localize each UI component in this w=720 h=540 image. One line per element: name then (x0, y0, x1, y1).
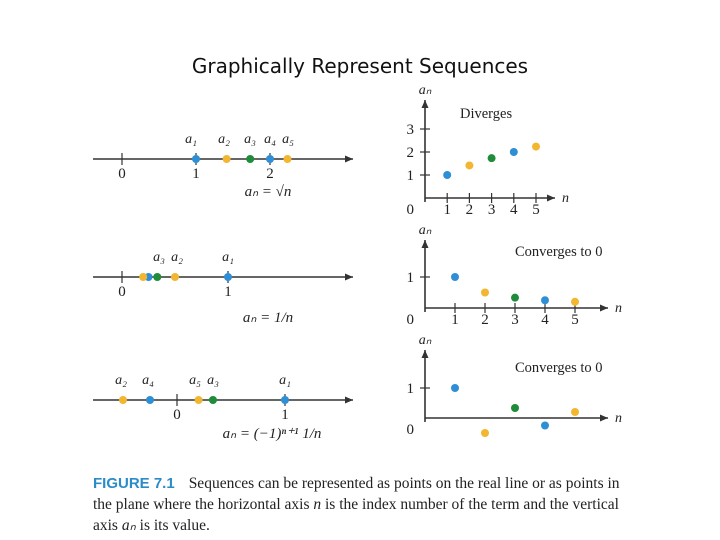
number-line-3-point-label: a₁ (279, 373, 291, 388)
plot-1-x-axis-arrowhead (547, 195, 555, 202)
plot-3-title: Converges to 0 (515, 360, 603, 376)
plot-1-point-1 (443, 171, 451, 179)
caption-var-an: aₙ (121, 517, 136, 534)
number-line-1-tick-label: 1 (192, 166, 200, 182)
number-line-3-point-label: a₅ (189, 373, 201, 388)
number-line-2-point-label: a₃ (153, 250, 165, 265)
number-line-1-formula: aₙ = √n (244, 184, 292, 200)
caption-text-2: is the index number of the term and the vertical axis (93, 496, 619, 534)
number-line-2-point-a5 (139, 273, 147, 281)
plot-1-y-tick-label: 3 (406, 122, 414, 138)
number-line-3-point-a3 (209, 396, 217, 404)
plot-2-point-3 (511, 294, 519, 302)
plot-2-x-tick-label: 4 (541, 312, 549, 328)
plot-1-point-2 (465, 161, 473, 169)
number-line-2-point-a3 (153, 273, 161, 281)
plot-1-x-tick-label: 2 (465, 202, 474, 218)
number-line-1-point-a2 (223, 155, 231, 163)
number-line-2-point-a2 (171, 273, 179, 281)
plot-2-x-axis-label: n (615, 301, 622, 316)
plot-1-x-tick-label: 5 (532, 202, 540, 218)
plot-2-point-1 (451, 273, 459, 281)
number-line-1-point-label: a₁ (185, 132, 197, 147)
number-line-3-tick-label: 1 (281, 407, 289, 423)
number-line-2-point-a1 (224, 273, 232, 281)
plot-3-point-2 (481, 429, 489, 437)
plot-2-point-4 (541, 296, 549, 304)
plot-3-x-axis-arrowhead (600, 415, 608, 422)
plot-2-point-2 (481, 289, 489, 297)
plot-2-x-tick-label: 1 (451, 312, 459, 328)
plot-1-y-tick-label: 0 (406, 202, 414, 218)
plot-2-y-axis-arrowhead (422, 240, 429, 248)
number-line-1-point-label: a₄ (264, 132, 276, 147)
plot-3-x-axis-label: n (615, 411, 622, 426)
number-line-1-tick-label: 2 (266, 166, 274, 182)
number-line-3-point-label: a₄ (142, 373, 154, 388)
plot-2-x-axis-arrowhead (600, 305, 608, 312)
plot-2-title: Converges to 0 (515, 244, 603, 260)
plot-1-x-tick-label: 3 (487, 202, 496, 218)
number-line-3-tick-label: 0 (173, 407, 181, 423)
plot-3-y-axis-arrowhead (422, 350, 429, 358)
plot-3-y-tick-label: 1 (406, 381, 414, 397)
plot-2-point-5 (571, 298, 579, 306)
slide-title: Graphically Represent Sequences (191, 54, 529, 78)
number-line-2-point-label: a₁ (222, 250, 234, 265)
number-line-2-tick-label: 0 (118, 284, 126, 300)
plot-2-y-tick-label: 1 (406, 270, 414, 286)
figure-label: FIGURE 7.1 (93, 475, 175, 492)
plot-2-x-tick-label: 2 (481, 312, 489, 328)
plot-1-x-tick-label: 1 (443, 202, 451, 218)
plot-1-point-5 (532, 143, 540, 151)
plot-1-y-axis-label: aₙ (418, 83, 432, 98)
plot-2-x-tick-label: 5 (571, 312, 579, 328)
plot-3-y-axis-label: aₙ (418, 333, 432, 348)
number-line-2-point-label: a₂ (171, 250, 183, 265)
number-line-3-formula: aₙ = (−1)ⁿ⁺¹ 1/n (222, 426, 322, 442)
plot-1-point-4 (510, 148, 518, 156)
plot-3-point-1 (451, 384, 459, 392)
plot-1-y-tick-label: 1 (406, 168, 414, 184)
number-line-3-point-a1 (281, 396, 289, 404)
plot-3-point-4 (541, 422, 549, 430)
plot-1-title: Diverges (460, 106, 513, 122)
plot-1-x-tick-label: 4 (510, 202, 518, 218)
number-line-3-point-a5 (195, 396, 203, 404)
plot-1-point-3 (488, 154, 496, 162)
number-line-1-point-a4 (266, 155, 274, 163)
plot-3-point-3 (511, 404, 519, 412)
plot-1-x-axis-label: n (562, 191, 569, 206)
caption-text-3: is its value. (135, 517, 210, 534)
number-line-1-point-a1 (192, 155, 200, 163)
caption-text-1: Sequences can be represented as points on the real line or as points in the plane where the horizontal axis (93, 475, 620, 513)
number-line-2-tick-label: 1 (224, 284, 232, 300)
plot-2-y-tick-label: 0 (406, 312, 414, 328)
plot-2-x-tick-label: 3 (511, 312, 519, 328)
plot-2-y-axis-label: aₙ (418, 223, 432, 238)
number-line-3-point-label: a₃ (207, 373, 219, 388)
number-line-1-point-label: a₅ (282, 132, 294, 147)
number-line-1-tick-label: 0 (118, 166, 126, 182)
caption-var-n: n (313, 496, 322, 513)
plot-3-point-5 (571, 408, 579, 416)
plot-1-y-axis-arrowhead (422, 100, 429, 108)
figure-caption (93, 473, 633, 536)
number-line-2-axis-arrowhead (345, 274, 353, 281)
number-line-1-point-a5 (283, 155, 291, 163)
number-line-3-point-a2 (119, 396, 127, 404)
number-line-2-formula: aₙ = 1/n (242, 310, 294, 326)
number-line-1-point-a3 (246, 155, 254, 163)
number-line-1-axis-arrowhead (345, 156, 353, 163)
plot-3-y-tick-label: 0 (406, 422, 414, 438)
number-line-3-point-a4 (146, 396, 154, 404)
plot-1-y-tick-label: 2 (406, 145, 414, 161)
number-line-3-axis-arrowhead (345, 397, 353, 404)
number-line-3-point-label: a₂ (115, 373, 127, 388)
number-line-1-point-label: a₃ (244, 132, 256, 147)
number-line-1-point-label: a₂ (218, 132, 230, 147)
